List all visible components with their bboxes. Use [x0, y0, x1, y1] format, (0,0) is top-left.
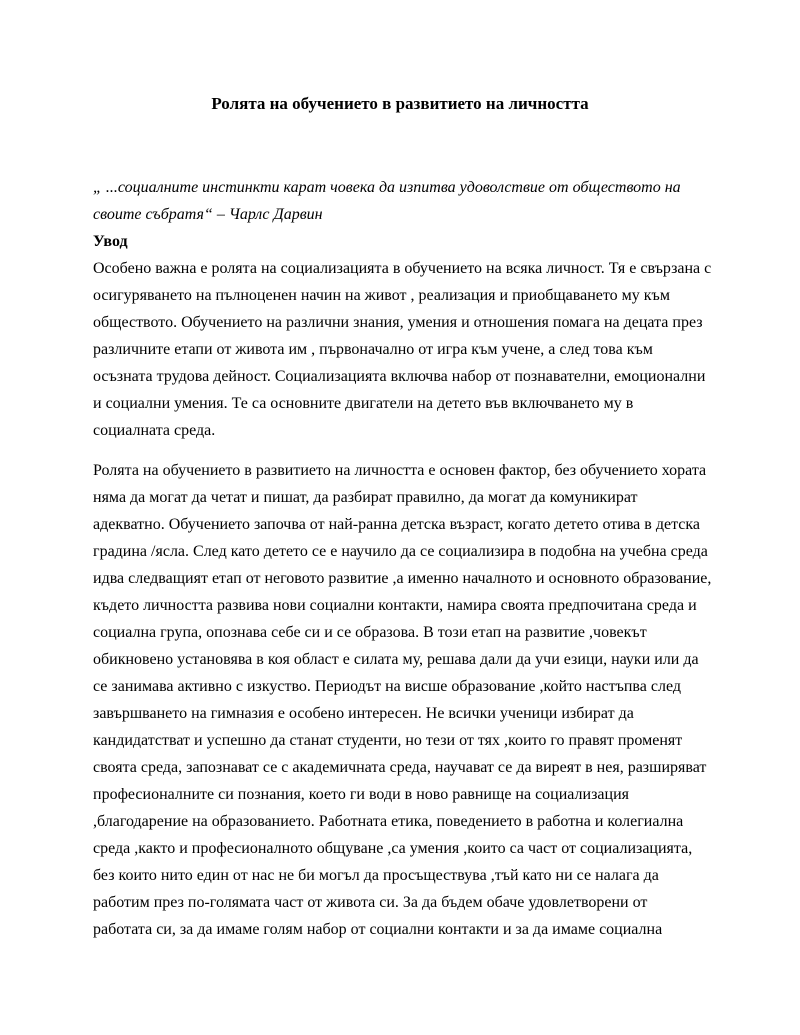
- paragraph-line: кандидатстват и успешно да станат студенти, но тези от тях ,които го правят променят: [93, 732, 683, 749]
- paragraph-line: обществото. Обучението на различни знания, умения и отношения помага на децата през: [93, 314, 703, 331]
- paragraph-line: работим през по-голямата част от живота си. За да бъдем обаче удовлетворени от: [93, 894, 648, 911]
- paragraph-line: Особено важна е ролята на социализацията в обучението на всяка личност. Тя е свързана с: [93, 260, 712, 277]
- intro-heading: Увод: [93, 233, 128, 250]
- paragraph-line: работата си, за да имаме голям набор от социални контакти и за да имаме социална: [93, 921, 663, 938]
- paragraph-line: където личността развива нови социални контакти, намира своята предпочитана среда и: [93, 597, 697, 614]
- paragraph-line: без които нито един от нас не би могъл да просъществува ,тъй като ни се налага да: [93, 867, 659, 884]
- paragraph-line: среда ,както и професионалното общуване ,са умения ,които са част от социализацията,: [93, 840, 693, 857]
- paragraph-line: обикновено установява в коя област е силата му, решава дали да учи езици, науки или да: [93, 651, 699, 668]
- paragraph-line: осъзната трудова дейност. Социализацията включва набор от познавателни, емоционални: [93, 368, 706, 385]
- document-title: Ролята на обучението в развитието на личността: [211, 94, 589, 113]
- paragraph-line: адекватно. Обучението започва от най-ранна детска възраст, когато детето отива в детска: [93, 516, 700, 533]
- paragraph-line: професионалните си познания, което ги води в ново равнище на социализация: [93, 786, 629, 803]
- paragraph-line: и социални умения. Те са основните двигатели на детето във включването му в: [93, 395, 634, 412]
- paragraph-line: Ролята на обучението в развитието на личността е основен фактор, без обучението хората: [93, 462, 707, 479]
- paragraph-line: няма да могат да четат и пишат, да разбират правилно, да могат да комуникират: [93, 489, 638, 506]
- paragraph-line: градина /ясла. След като детето се е научило да се социализира в подобна на учебна среда: [93, 543, 708, 560]
- paragraph-line: социална група, опознава себе си и се образова. В този етап на развитие ,човекът: [93, 624, 647, 641]
- epigraph-line: „ ...социалните инстинкти карат човека да изпитва удоволствие от обществото на: [93, 179, 681, 196]
- paragraph-line: ,благодарение на образованието. Работната етика, поведението в работна и колегиална: [93, 813, 684, 830]
- paragraph-line: различните етапи от живота им , първоначално от игра към учене, а след това към: [93, 341, 653, 358]
- paragraph-line: се занимава активно с изкуство. Периодът на висше образование ,който настъпва след: [93, 678, 681, 695]
- paragraph-line: своята среда, запознават се с академичната среда, научават се да виреят в нея, разширяват: [93, 759, 707, 776]
- paragraph-line: идва следващият етап от неговото развитие ,а именно началното и основното образование,: [93, 570, 712, 587]
- paragraph-line: социалната среда.: [93, 422, 216, 439]
- paragraph-line: осигуряването на пълноценен начин на живот , реализация и приобщаването му към: [93, 287, 670, 304]
- paragraph-line: завършването на гимназия е особено интересен. Не всички ученици избират да: [93, 705, 634, 722]
- epigraph-line: своите събратя“ – Чарлс Дарвин: [93, 206, 323, 223]
